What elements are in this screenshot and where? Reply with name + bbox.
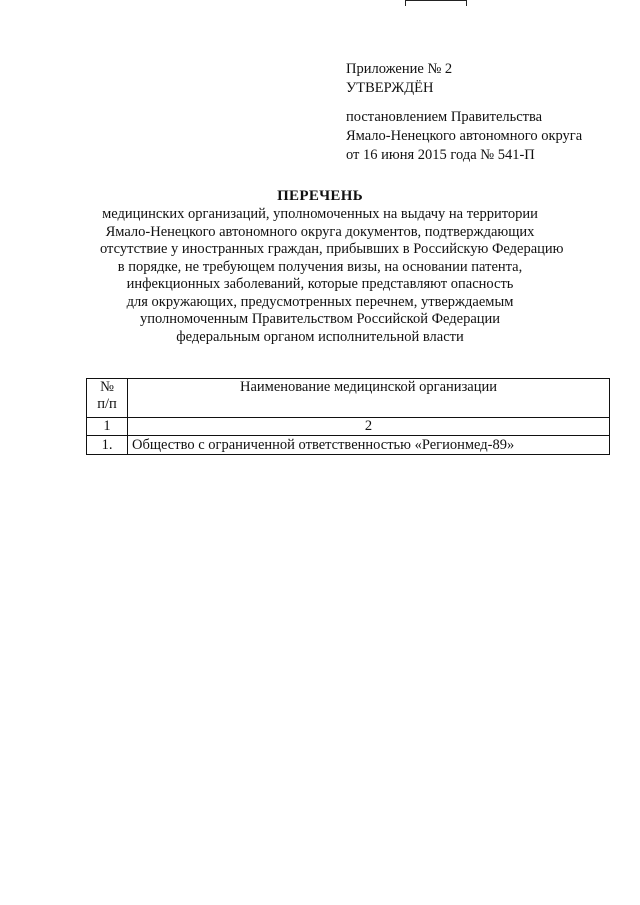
page-corner-mark [405,0,467,6]
header-number-cell [87,379,128,418]
header-number-symbol: № [100,379,114,395]
organizations-table [86,378,610,455]
approval-block [346,60,626,165]
subtitle-line: Ямало-Ненецкого автономного округа документов, подтверждающих [105,223,535,240]
document-title: ПЕРЕЧЕНЬ [277,188,363,204]
appendix-label: Приложение № 2 [346,61,453,77]
header-name-cell: Наименование медицинской организации [128,379,610,418]
index-number-cell: 1 [87,418,128,436]
subtitle-line: для окружающих, предусмотренных перечнем, утверждаемым [126,293,514,310]
index-name-cell: 2 [128,418,610,436]
subtitle-line: федеральным органом исполнительной власти [176,328,464,345]
table-index-row [87,418,610,436]
approved-label: УТВЕРЖДЁН [346,80,434,96]
header-number-abbr: п/п [97,396,117,412]
table-header-row [87,379,610,418]
decree-line-3: от 16 июня 2015 года № 541-П [346,147,535,163]
decree-line-2: Ямало-Ненецкого автономного округа [346,128,583,144]
row-number-cell: 1. [87,436,128,455]
decree-line-1: постановлением Правительства [346,109,543,125]
subtitle-line: инфекционных заболеваний, которые представляют опасность [126,276,514,292]
table-row [87,436,610,455]
row-name-cell: Общество с ограниченной ответственностью «Регионмед-89» [128,436,610,455]
subtitle-line: отсутствие у иностранных граждан, прибывших в Российскую Федерацию [100,241,564,257]
subtitle-line: уполномоченным Правительством Российской Федерации [139,311,501,327]
subtitle-line: медицинских организаций, уполномоченных на выдачу на территории [102,206,538,222]
document-subtitle [100,206,564,346]
subtitle-line: в порядке, не требующем получения визы, на основании патента, [117,258,523,275]
